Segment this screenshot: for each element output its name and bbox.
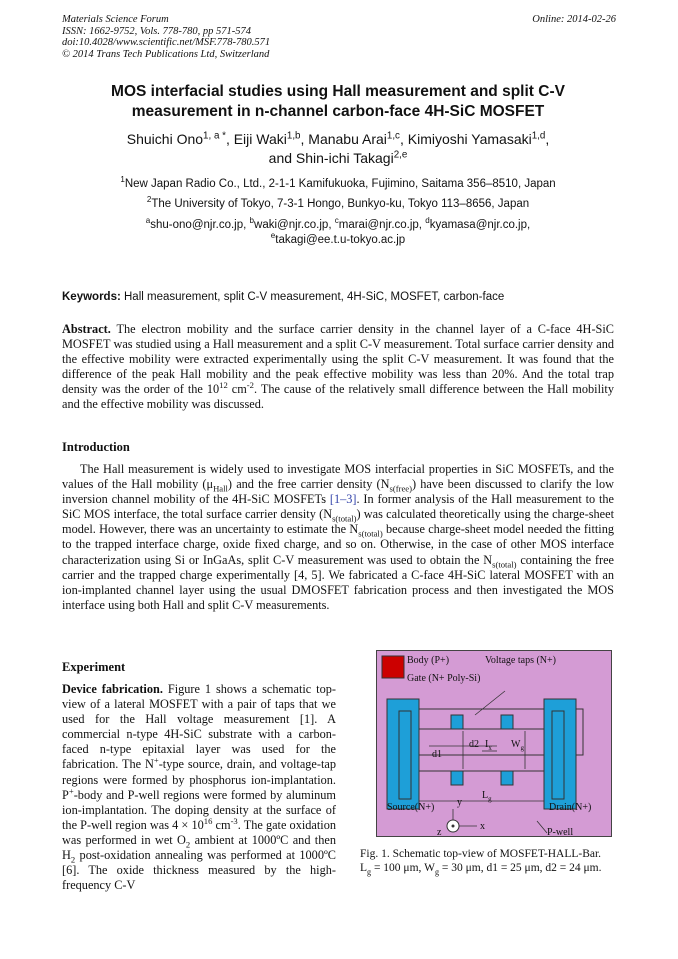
subscript: 2	[70, 854, 76, 865]
leader-line	[475, 691, 505, 715]
author-sup: 1,b	[286, 130, 301, 142]
caption-title: Fig. 1. Schematic top-view of MOSFET-HALL-Bar.	[360, 848, 602, 860]
copyright: © 2014 Trans Tech Publications Ltd, Switzerland	[62, 48, 270, 60]
section-heading-introduction: Introduction	[62, 440, 130, 454]
voltage-tap	[501, 715, 513, 729]
superscript: +	[68, 785, 74, 796]
keywords	[62, 291, 614, 303]
intro-paragraph	[62, 462, 614, 613]
paper-title	[62, 82, 614, 122]
voltage-tap	[501, 771, 513, 785]
superscript: -3	[230, 815, 238, 826]
experiment-text: ambient at 1000ºC and then H	[62, 832, 336, 863]
gate-label: Gate (N+ Poly-Si)	[407, 673, 481, 684]
email[interactable]: kyamasa@njr.co.jp,	[429, 219, 531, 231]
abstract-text: The electron mobility and the surface carrier density in the channel layer of a C-face 4H-SiC MOSFET was studied using a Hall measurement and a split C-V measurement. Total surface carrier density and the effective mobility were extracted experimentally using the split C-V measurement. It was found that the difference of the peak Hall mobility and the peak effective mobility was less than 20%. And the total trap density was the order of the 10	[62, 322, 614, 397]
caption-text: = 100 μm, W	[371, 861, 435, 874]
ix-text: I	[485, 739, 489, 750]
intro-text: ) have been discussed to clarify the low inversion channel mobility of the 4H-SiC MOSFETs	[62, 477, 614, 507]
experiment-text: -body and P-well regions were formed by aluminum ion-implantation. The doping density at the surface of the P-well region was 4 × 10	[62, 787, 336, 832]
author: Shuichi Ono	[126, 131, 204, 147]
author: and Shin-ichi Takagi	[268, 150, 394, 166]
pwell-label: P-well	[547, 827, 574, 838]
pwell-leader	[537, 821, 547, 833]
ix-label	[485, 739, 492, 750]
subscript: s(total)	[358, 528, 383, 539]
subscript: s(free)	[389, 483, 412, 494]
experiment-paragraph	[62, 682, 336, 893]
author-sup: 1, a *	[203, 130, 226, 142]
superscript: +	[153, 755, 159, 766]
axis-origin-dot	[452, 825, 455, 828]
exponent: 12	[219, 380, 228, 391]
superscript: 16	[203, 815, 213, 826]
abstract	[62, 322, 614, 413]
lg-text: L	[482, 790, 489, 801]
source-label: Source(N+)	[387, 802, 435, 813]
exponent: -2	[246, 380, 254, 391]
email[interactable]: marai@njr.co.jp,	[338, 219, 426, 231]
intro-text: . In former analysis of the Hall measurement to the SiC MOS interface, the total surface carrier density (N	[62, 492, 614, 522]
doi: doi:10.4028/www.scientific.net/MSF.778-780.571	[62, 37, 271, 48]
wg-label	[511, 739, 524, 750]
intro-text: because charge-sheet model needed the fitting to the trapped interface charge, oxide fixed charge, and so on. Otherwise, in the case of other MOS interface characterization using Si or InGaAs, split C-V measurement was used to obtain the N	[62, 522, 614, 567]
intro-text: ) was calculated theoretically using the charge-sheet model. However, there was an uncertainty to estimate the N	[62, 507, 615, 537]
experiment-text: -type source, drain, and voltage-tap regions were formed by phosphorus ion-implantation. P	[62, 757, 336, 802]
keywords-label: Keywords:	[62, 291, 121, 303]
experiment-text: . The gate oxidation was performed in wet O	[62, 817, 337, 847]
x-axis-label: x	[480, 821, 485, 832]
voltage-taps-label: Voltage taps (N+)	[485, 655, 556, 666]
subscript: g	[367, 866, 372, 876]
abstract-text: cm	[227, 382, 247, 397]
wg-text: W	[511, 739, 521, 750]
affiliation-1	[62, 177, 614, 192]
subscript: s(total)	[332, 513, 357, 524]
author: , Manabu Arai	[300, 131, 387, 147]
aff-sup: 1	[120, 175, 125, 185]
figure-1-caption	[360, 848, 614, 875]
z-axis-label: z	[437, 827, 442, 838]
email-sup: b	[249, 216, 255, 226]
ix-sub: x	[488, 744, 492, 752]
affiliation-2	[62, 197, 614, 212]
voltage-tap	[451, 715, 463, 729]
abstract-text: . The cause of the relatively small difference between the Hall mobility and the effective mobility was discussed.	[62, 382, 614, 412]
caption-text: = 30 μm, d1 = 25 μm, d2 = 24 μm.	[438, 861, 602, 874]
email-sup: e	[270, 231, 276, 241]
author-sup: 1,c	[386, 130, 400, 142]
aff-text: The University of Tokyo, 7-3-1 Hongo, Bunkyo-ku, Tokyo 113–8656, Japan	[151, 198, 530, 210]
source-region	[387, 699, 419, 809]
email[interactable]: shu-ono@njr.co.jp,	[150, 219, 250, 231]
y-axis-label: y	[457, 797, 462, 808]
experiment-text: cm	[212, 817, 231, 832]
author-sep: ,	[545, 131, 550, 147]
author-sup: 1,d	[531, 130, 546, 142]
lg-sub: g	[488, 795, 492, 803]
subscript: g	[434, 866, 439, 876]
body-label: Body (P+)	[407, 655, 450, 666]
drain-region	[544, 699, 576, 809]
email[interactable]: waki@njr.co.jp,	[254, 219, 335, 231]
author-list	[62, 130, 614, 168]
d2-label: d2	[469, 739, 479, 750]
email[interactable]: takagi@ee.t.u-tokyo.ac.jp	[275, 234, 406, 246]
journal-name: Materials Science Forum	[62, 14, 169, 25]
online-date: Online: 2014-02-26	[532, 14, 616, 25]
body-contact-region	[382, 656, 404, 678]
aff-sup: 2	[146, 195, 152, 205]
figure-1-schematic	[376, 650, 612, 837]
caption-text: L	[360, 861, 368, 874]
intro-text: ) and the free carrier density (N	[227, 477, 390, 492]
abstract-label: Abstract.	[62, 322, 111, 336]
voltage-tap	[451, 771, 463, 785]
wg-sub: g	[520, 744, 524, 752]
email-sup: d	[425, 216, 430, 226]
subscript: s(total)	[492, 559, 517, 570]
section-heading-experiment: Experiment	[62, 660, 126, 674]
issn: ISSN: 1662-9752, Vols. 778-780, pp 571-574	[62, 25, 251, 37]
experiment-text: Figure 1 shows a schematic top-view of a lateral MOSFET with a pair of taps that we used for the Hall voltage measurement [1]. A commercial n-type 4H-SiC substrate with a carbon-faced n-type epitaxial layer was used for the fabrication. The N	[62, 682, 336, 772]
intro-text: containing the free carrier and the trapped charge experimentally [4, 5]. We fabricated a C-face 4H-SiC lateral MOSFET with an ion-implanted channel layer using the usual DMOSFET fabrication process and then investigated the MOS interface using both Hall and split C-V measurements.	[62, 552, 614, 612]
subscript: 2	[185, 839, 191, 850]
subscript: Hall	[213, 483, 228, 494]
email-sup: a	[145, 216, 151, 226]
citation-link[interactable]: [1–3]	[329, 492, 357, 507]
experiment-text: post-oxidation annealing was performed at 1000ºC [6]. The oxide thickness measured by the high-frequency C-V	[62, 848, 336, 893]
title-line-2: measurement in n-channel carbon-face 4H-SiC MOSFET	[131, 103, 545, 120]
lg-label	[482, 790, 492, 801]
intro-text: The Hall measurement is widely used to investigate MOS interfacial properties in SiC MOSFETs, and the values of the Hall mobility (μ	[62, 462, 614, 492]
caption-dimensions	[360, 862, 614, 876]
aff-text: New Japan Radio Co., Ltd., 2-1-1 Kamifukuoka, Fujimino, Saitama 356–8510, Japan	[124, 178, 556, 190]
journal-header	[62, 14, 270, 60]
author-sup: 2,e	[393, 149, 408, 161]
email-sup: c	[334, 216, 339, 226]
author: , Kimiyoshi Yamasaki	[399, 131, 532, 147]
emails	[62, 218, 614, 248]
keywords-text: Hall measurement, split C-V measurement, 4H-SiC, MOSFET, carbon-face	[120, 291, 505, 303]
subsection-label: Device fabrication.	[62, 682, 163, 696]
d1-label: d1	[432, 749, 442, 760]
title-line-1: MOS interfacial studies using Hall measurement and split C-V	[111, 83, 565, 100]
author: , Eiji Waki	[225, 131, 287, 147]
drain-label: Drain(N+)	[549, 802, 592, 813]
